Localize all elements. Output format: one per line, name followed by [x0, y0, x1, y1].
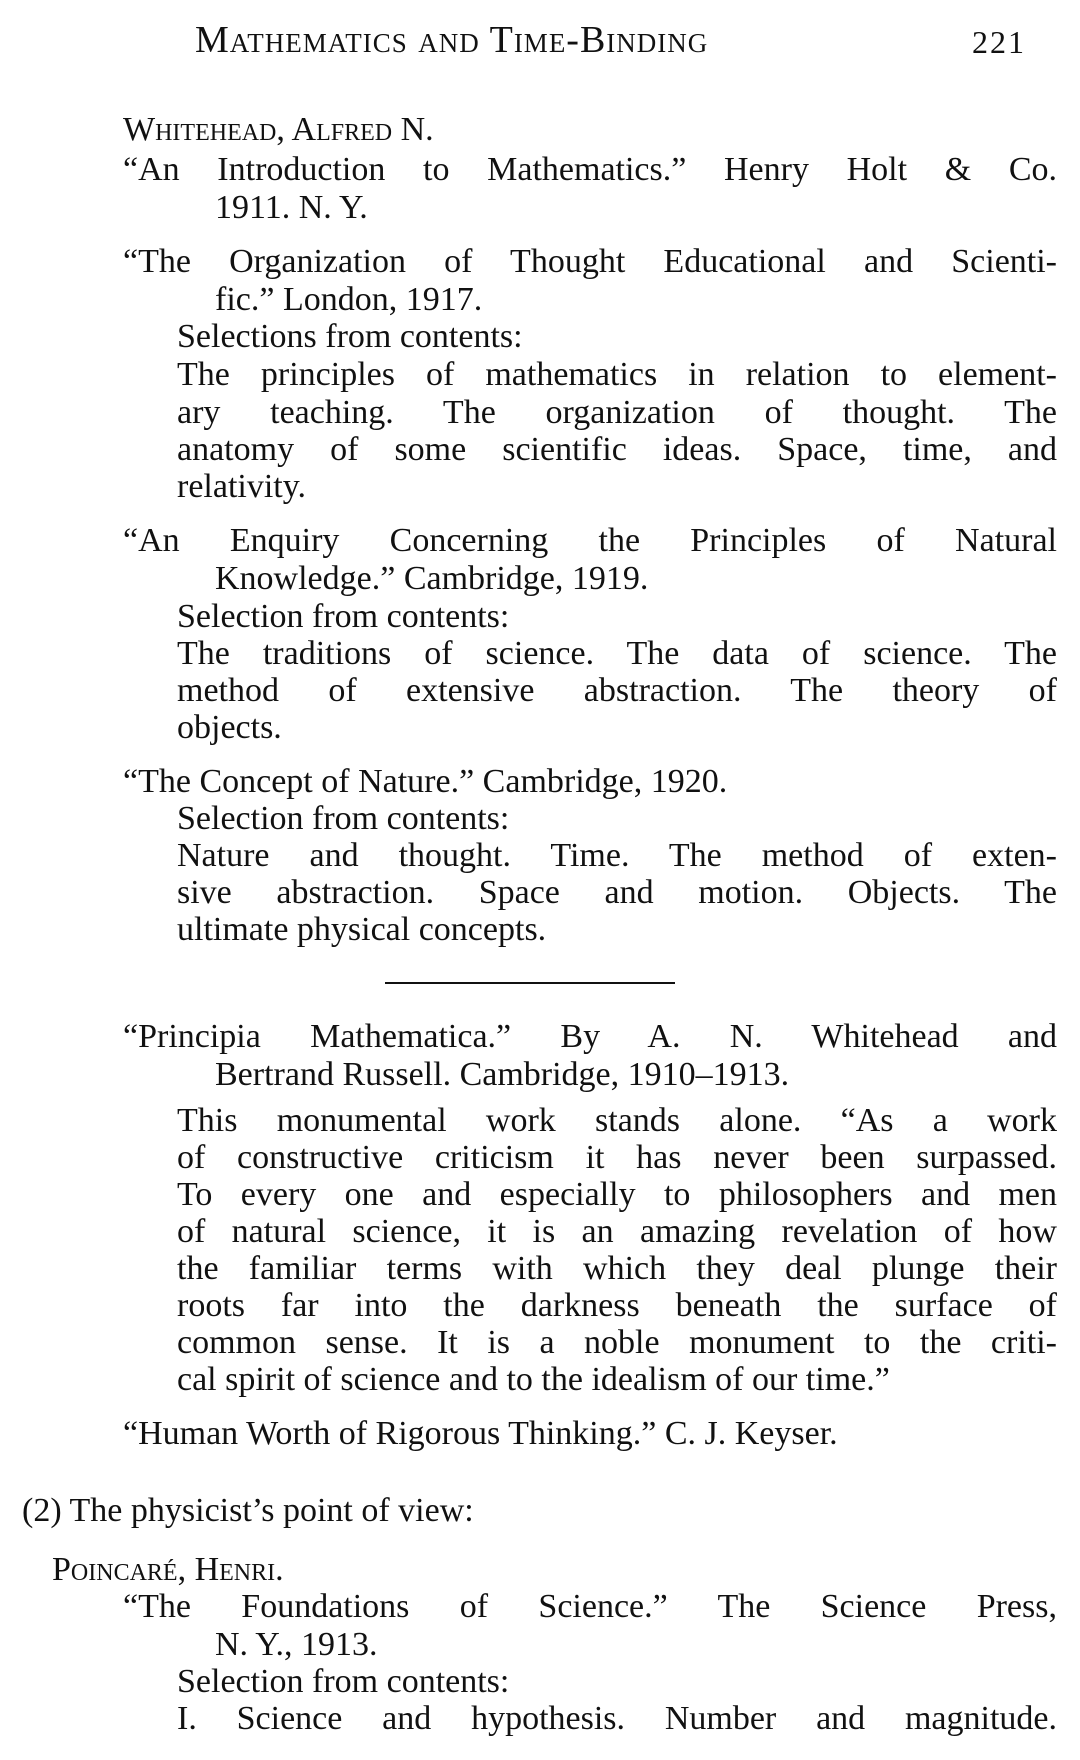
- text-line: fic.” London, 1917.: [215, 281, 483, 318]
- text-line: This monumental work stands alone. “As a work: [177, 1102, 1057, 1139]
- text-line: “The Concept of Nature.” Cambridge, 1920.: [123, 763, 728, 800]
- text-line: To every one and especially to philosophers and men: [177, 1176, 1057, 1213]
- text-line: anatomy of some scientific ideas. Space, time, and: [177, 431, 1057, 468]
- text-line: “The Foundations of Science.” The Science Press,: [123, 1588, 1057, 1625]
- text-line: common sense. It is a noble monument to the criti-: [177, 1324, 1057, 1361]
- text-line: “Principia Mathematica.” By A. N. Whitehead and: [123, 1018, 1057, 1055]
- text-line: of constructive criticism it has never been surpassed.: [177, 1139, 1057, 1176]
- text-line: Selection from contents:: [177, 1663, 510, 1700]
- text-line: objects.: [177, 709, 282, 746]
- text-line: method of extensive abstraction. The theory of: [177, 672, 1057, 709]
- text-line: sive abstraction. Space and motion. Objects. The: [177, 874, 1057, 911]
- text-line: “Human Worth of Rigorous Thinking.” C. J. Keyser.: [123, 1415, 838, 1452]
- page-number: 221: [972, 24, 1026, 60]
- text-line: the familiar terms with which they deal plunge their: [177, 1250, 1057, 1287]
- text-line: cal spirit of science and to the idealism of our time.”: [177, 1361, 890, 1398]
- text-line: Selection from contents:: [177, 800, 510, 837]
- text-line: ary teaching. The organization of thought. The: [177, 394, 1057, 431]
- text-line: ultimate physical concepts.: [177, 911, 547, 948]
- author-heading-whitehead: Whitehead, Alfred N.: [123, 111, 434, 148]
- text-line: Knowledge.” Cambridge, 1919.: [215, 560, 649, 597]
- running-header-title: Mathematics and Time-Binding: [195, 19, 709, 61]
- text-line: N. Y., 1913.: [215, 1626, 378, 1663]
- text-line: of natural science, it is an amazing revelation of how: [177, 1213, 1057, 1250]
- text-line: Selections from contents:: [177, 318, 523, 355]
- author-heading-poincare: Poincaré, Henri.: [52, 1551, 284, 1588]
- text-line: “An Enquiry Concerning the Principles of Natural: [123, 522, 1057, 559]
- text-line: relativity.: [177, 468, 307, 505]
- text-line: The principles of mathematics in relation to element-: [177, 356, 1057, 393]
- text-line: The traditions of science. The data of science. The: [177, 635, 1057, 672]
- text-line: Bertrand Russell. Cambridge, 1910–1913.: [215, 1056, 790, 1093]
- text-line: I. Science and hypothesis. Number and magnitude.: [177, 1700, 1057, 1737]
- text-line: roots far into the darkness beneath the surface of: [177, 1287, 1057, 1324]
- text-line: 1911. N. Y.: [215, 189, 368, 226]
- section-divider: [385, 982, 675, 984]
- text-line: “An Introduction to Mathematics.” Henry Holt & Co.: [123, 151, 1057, 188]
- text-line: Nature and thought. Time. The method of exten-: [177, 837, 1057, 874]
- section-heading: (2) The physicist’s point of view:: [22, 1492, 474, 1529]
- text-line: “The Organization of Thought Educational and Scienti-: [123, 243, 1057, 280]
- text-line: Selection from contents:: [177, 598, 510, 635]
